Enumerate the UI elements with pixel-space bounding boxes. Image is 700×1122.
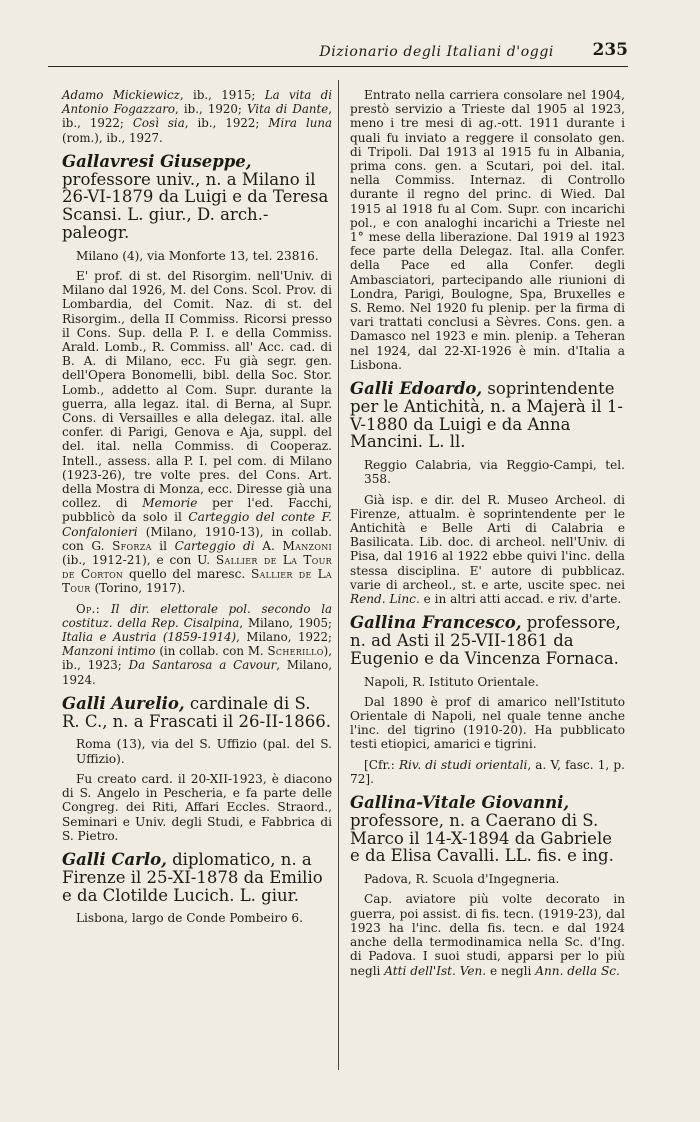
entry-gallina-francesco xyxy=(350,614,625,786)
entry-galli-aurelio xyxy=(62,695,332,843)
entry-name: Gallavresi Giuseppe, xyxy=(62,151,252,171)
entry-continuation: Entrato nella carriera consolare nel 1904, prestò servizio a Trieste dal 1905 al 1923, meno i tre mesi di ag.-ott. 1911 durante i quali fu inviato a reggere il consolato gen. di Tripoli. Dal 1913 al 1915 fu in Albania, prima cons. gen. a Scutari, poi del. ital. nella Commiss. Internaz. di Controllo durante il regno del princ. di Wied. Dal 1915 al 1918 fu al Com. Supr. con incarichi pol., e con analoghi incarichi a Trieste nel 1° mese della liberazione. Dal 1919 al 1923 fece parte della Delegaz. Ital. alla Confer. della Pace ed alla Confer. degli Ambasciatori, partecipando alle riunioni di Londra, Parigi, Boulogne, Spa, Bruxelles e S. Remo. Nel 1920 fu plenip. per la firma di vari trattati conclusi a Sèvres. Cons. gen. a Damasco nel 1923 e min. plenip. a Teheran nel 1924, dal 22-XI-1926 è min. d'Italia a Lisbona. xyxy=(350,88,625,372)
column-divider xyxy=(338,80,339,1070)
entry-heading: Galli Carlo, diplomatico, n. a Firenze il 25-XI-1878 da Emilio e da Clotilde Lucich. L. giur. xyxy=(62,849,323,905)
entry-continuation: Adamo Mickiewicz, ib., 1915; La vita di Antonio Fogazzaro, ib., 1920; Vita di Dante, ib., 1922; Così sia, ib., 1922; Mira luna (rom.), ib., 1927. xyxy=(62,88,332,145)
entry-biography: E' prof. di st. del Risorgim. nell'Univ. di Milano dal 1926, M. del Cons. Scol. Prov. di Lombardia, del Comit. Naz. di st. del Risorgim., della II Commiss. Ricorsi presso il Cons. Sup. della P. I. e della Commiss. Arald. Lomb., R. Commiss. all' Acc. cad. di B. A. di Milano, ecc. Fu già segr. gen. dell'Opera Bonomelli, bibl. della Soc. Stor. Lomb., addetto al Com. Supr. durante la guerra, alla legaz. ital. di Berna, al Supr. Cons. di Versailles e alla delegaz. ital. alle confer. di Parigi, Genova e Aja, suppl. del del. ital. nella Commiss. di Cooperaz. Intell., assess. alla P. I. pel com. di Milano (1923-26), tre volte pres. del Cons. Art. della Mostra di Monza, ecc. Diresse già una collez. di Memorie per l'ed. Facchi, pubblicò da solo il Carteggio del conte F. Confalonieri (Milano, 1910-13), in collab. con G. Sforza il Carteggio di A. Manzoni (ib., 1912-21), e con U. Sallier de La Tour de Corton quello del maresc. Sallier de La Tour (Torino, 1917). xyxy=(62,269,333,596)
entry-works: Op.: Il dir. elettorale pol. secondo la costituz. della Rep. Cisalpina, Milano, 1905; Italia e Austria (1859-1914), Milano, 1922; Manzoni intimo (in collab. con M. Scherillo), ib., 1923; Da Santarosa a Cavour, Milano, 1924. xyxy=(62,601,332,687)
entry-address: Padova, R. Scuola d'Ingegneria. xyxy=(364,872,560,887)
entry-galli-carlo xyxy=(62,851,332,926)
right-column xyxy=(350,88,625,984)
entry-name: Galli Aurelio, xyxy=(62,693,185,713)
entry-heading: Gallavresi Giuseppe, professore univ., n. a Milano il 26-VI-1879 da Luigi e da Teresa Scansi. L. giur., D. arch.-paleogr. xyxy=(62,151,329,242)
entry-name: Gallina-Vitale Giovanni, xyxy=(350,793,570,813)
entry-biography: Fu creato card. il 20-XII-1923, è diacono di S. Angelo in Pescheria, e fa parte delle Congreg. dei Riti, Affari Eccles. Straord., Seminari e Univ. degli Studi, e Fabbrica di S. Pietro. xyxy=(62,771,332,843)
left-column xyxy=(62,88,332,932)
entry-biography: Dal 1890 è prof di amarico nell'Istituto Orientale di Napoli, nel quale tenne anche l'inc. del tigrino (1910-20). Ha pubblicato testi etiopici, amarici e tigrini. xyxy=(350,694,625,752)
entry-biography: Già isp. e dir. del R. Museo Archeol. di Firenze, attualm. è soprintendente per le Antichità e Belle Arti di Calabria e Basilicata. Lib. doc. di archeol. nell'Univ. di Pisa, dal 1916 al 1922 ebbe quivi l'inc. della stessa disciplina. E' autore di pubblicaz. varie di archeol., st. e arte, uscite spec. nei Rend. Linc. e in altri atti accad. e riv. d'arte. xyxy=(350,492,625,607)
entry-address: Lisbona, largo de Conde Pombeiro 6. xyxy=(76,911,303,926)
running-title: Dizionario degli Italiani d'oggi xyxy=(319,44,554,60)
entry-heading: Gallina-Vitale Giovanni, professore, n. a Caerano di S. Marco il 14-X-1894 da Gabriele e da Elisa Cavalli. LL. fis. e ing. xyxy=(350,793,614,866)
entry-name: Galli Carlo, xyxy=(62,849,167,869)
page-header xyxy=(48,36,628,67)
entry-reference: [Cfr.: Riv. di studi orientali, a. V, fasc. 1, p. 72]. xyxy=(350,757,625,786)
entry-address: Reggio Calabria, via Reggio-Campi, tel. 358. xyxy=(364,458,625,487)
entry-name: Galli Edoardo, xyxy=(350,379,483,399)
entry-address: Milano (4), via Monforte 13, tel. 23816. xyxy=(76,248,319,263)
entry-heading: Galli Aurelio, cardinale di S. R. C., n. a Frascati il 26-II-1866. xyxy=(62,693,331,731)
entry-name: Gallina Francesco, xyxy=(350,613,522,633)
entry-heading: Galli Edoardo, soprintendente per le Antichità, n. a Majerà il 1-V-1880 da Luigi e da Anna Mancini. L. ll. xyxy=(350,379,623,452)
entry-heading: Gallina Francesco, professore, n. ad Asti il 25-VII-1861 da Eugenio e da Vincenza Fornaca. xyxy=(350,613,621,668)
entry-address: Roma (13), via del S. Uffizio (pal. del S. Uffizio). xyxy=(76,737,332,766)
page-number: 235 xyxy=(592,40,628,60)
entry-biography: Cap. aviatore più volte decorato in guerra, poi assist. di fis. tecn. (1919-23), dal 1923 ha l'inc. della fis. tecn. e dal 1924 anche della termodinamica nella Sc. d'Ing. di Padova. I suoi studi, apparsi per lo più negli Atti dell'Ist. Ven. e negli Ann. della Sc. xyxy=(350,892,625,978)
entry-address: Napoli, R. Istituto Orientale. xyxy=(364,674,539,689)
entry-galli-edoardo xyxy=(350,380,625,606)
entry-gallina-vitale xyxy=(350,794,625,978)
entry-gallavresi xyxy=(62,153,332,687)
